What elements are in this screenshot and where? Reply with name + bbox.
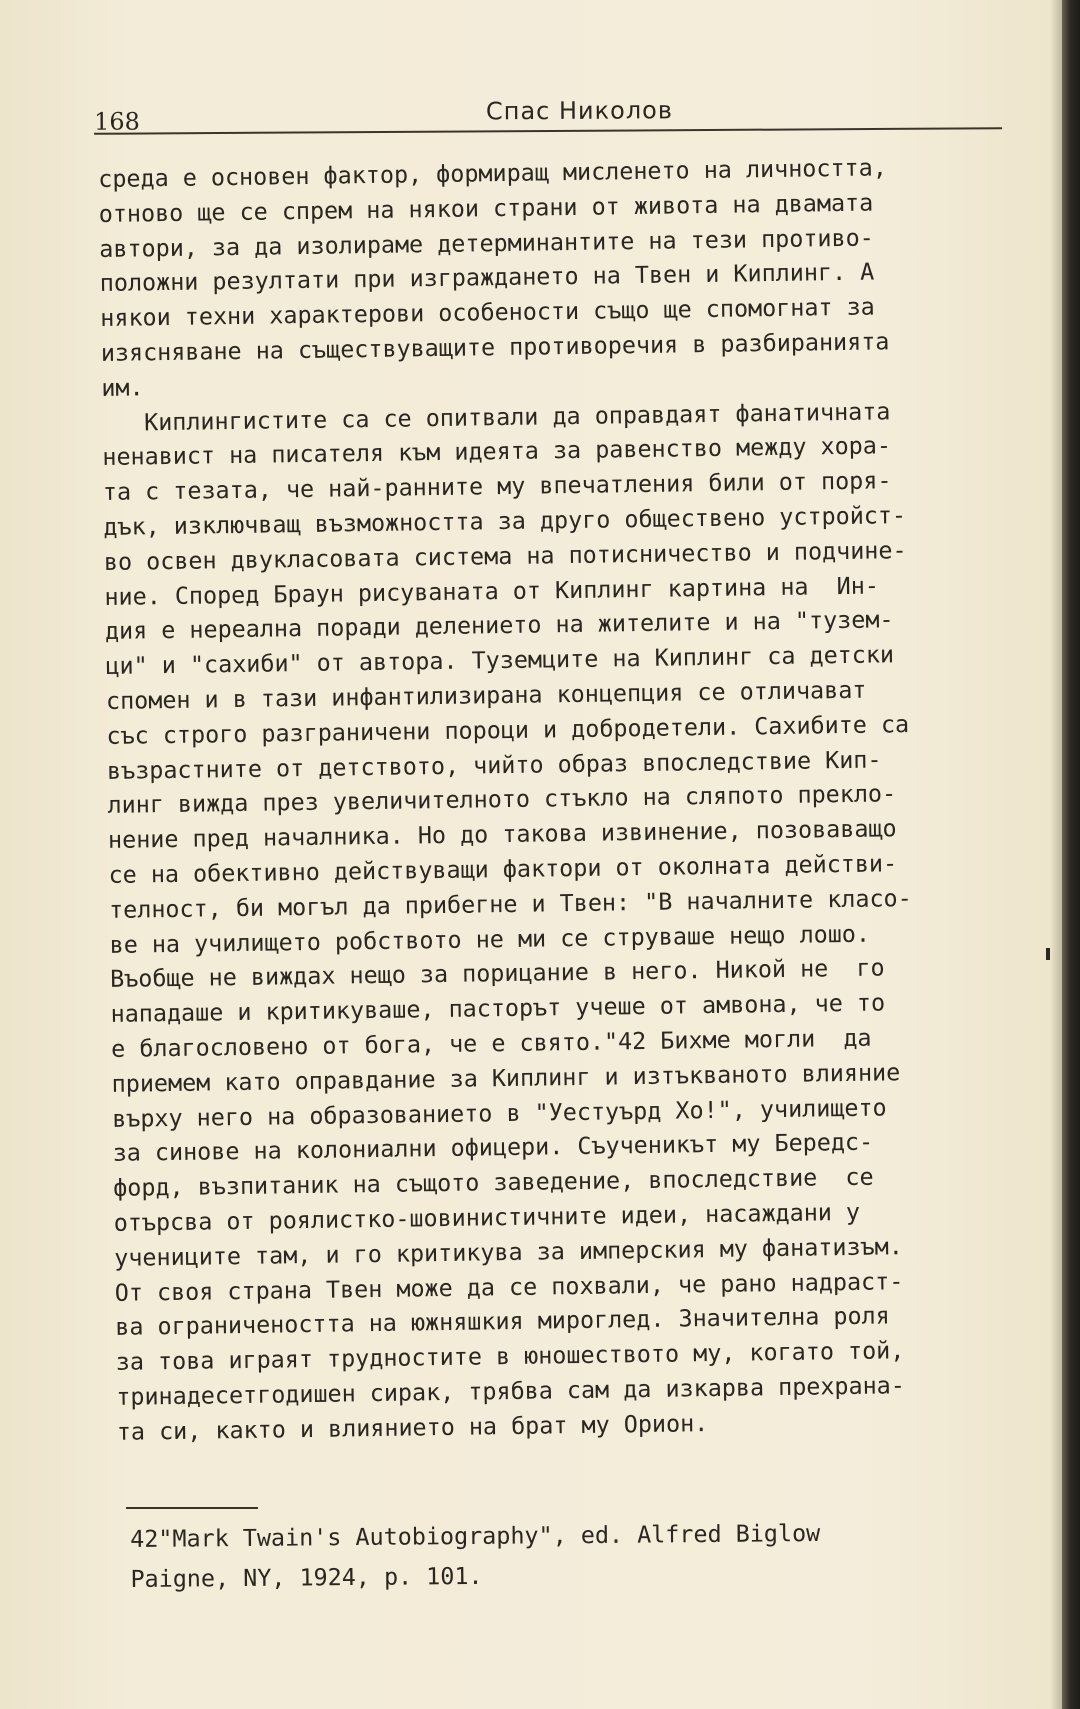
body-text xyxy=(98,148,1067,1449)
text-line: със строго разграничени пороци и добродетели. Сахибите са xyxy=(106,709,910,750)
text-line: Въобще не виждах нещо за порицание в него. Никой не го xyxy=(109,953,885,994)
text-line: Киплингистите са се опитвали да оправдаят фанатичната xyxy=(101,396,891,437)
header-rule xyxy=(94,127,1002,135)
text-line: положни резултати при изграждането на Твен и Киплинг. А xyxy=(99,257,875,298)
text-line: автори, за да изолираме детерминантите на тези противо- xyxy=(99,223,874,263)
text-line: върху него на образованието в "Уестуърд Хо!", училището xyxy=(111,1092,887,1133)
text-line: дък, изключващ възможността за друго обществено устройст- xyxy=(103,501,907,541)
text-line: спомен и в тази инфантилизирана концепция се отличават xyxy=(105,675,867,715)
text-line: възрастните от детството, чийто образ впоследствие Кип- xyxy=(106,744,882,785)
text-line: приемем като оправдание за Киплинг и изтъкваното влияние xyxy=(111,1057,901,1098)
page-header xyxy=(94,94,1002,140)
margin-mark xyxy=(1046,948,1050,960)
page-number: 168 xyxy=(93,107,140,136)
text-line: отърсва от роялистко-шовинистичните идеи, насаждани у xyxy=(113,1197,861,1237)
text-line: ве на училището робството не ми се струваше нещо лошо. xyxy=(109,919,871,959)
text-line: нападаше и критикуваше, пасторът учеше от амвона, че то xyxy=(110,988,886,1029)
text-line: се на обективно действуващи фактори от околната действи- xyxy=(108,849,898,889)
text-line: От своя страна Твен може да се похвали, че рано надраст- xyxy=(114,1266,904,1307)
text-line: форд, възпитаник на същото заведение, впоследствие се xyxy=(113,1162,874,1202)
text-line: ци" и "сахиби" от автора. Туземците на Киплинг са детски xyxy=(105,640,895,681)
text-line: е благословено от бога, че е свято."42 Бихме могли да xyxy=(110,1023,872,1063)
text-line: нение пред началника. Но до такова извинение, позоваващо xyxy=(107,814,897,855)
footnote-line: Paigne, NY, 1924, p. 101. xyxy=(130,1561,483,1593)
text-line: за синове на колониални офицери. Съученикът му Бередс- xyxy=(112,1127,874,1168)
text-line: ва ограничеността на южняшкия мироглед. Значителна роля xyxy=(115,1301,890,1342)
text-line: отново ще се спрем на някои страни от живота на двамата xyxy=(98,188,874,228)
footnote xyxy=(130,1511,1011,1599)
text-line: за това играят трудностите в юношеството му, когато той, xyxy=(115,1336,905,1376)
footnote-line: 42"Mark Twain's Autobiography", ed. Alfred Biglow xyxy=(130,1518,821,1553)
text-line: учениците там, и го критикува за имперския му фанатизъм. xyxy=(114,1231,904,1272)
text-line: ние. Според Браун рисуваната от Киплинг картина на Ин- xyxy=(104,571,880,611)
text-line: во освен двукласовата система на потисничество и подчине- xyxy=(103,535,907,576)
text-line: линг вижда през увеличителното стъкло на сляпото прекло- xyxy=(107,779,897,820)
footnote-rule xyxy=(126,1507,258,1509)
text-line: някои техни характерови особености също ще спомогнат за xyxy=(100,292,875,333)
text-line: изясняване на съществуващите противоречия в разбиранията xyxy=(100,327,890,367)
text-line: им. xyxy=(101,373,144,402)
text-line: дия е нереална поради делението на жителите и на "тузем- xyxy=(104,605,894,646)
text-line: телност, би могъл да прибегне и Твен: "В началните класо- xyxy=(108,883,912,924)
running-title: Спас Николов xyxy=(485,96,674,126)
text-line: та си, както и влиянието на брат му Орион. xyxy=(116,1408,709,1446)
book-spine xyxy=(1062,0,1080,1709)
text-line: ненавист на писателя към идеята за равенство между хора- xyxy=(102,431,892,472)
text-line: та с тезата, че най-ранните му впечатления били от поря- xyxy=(102,466,892,507)
text-line: среда е основен фактор, формиращ мисленето на личността, xyxy=(98,153,887,193)
text-line: тринадесетгодишен сирак, трябва сам да изкарва прехрана- xyxy=(116,1371,906,1411)
